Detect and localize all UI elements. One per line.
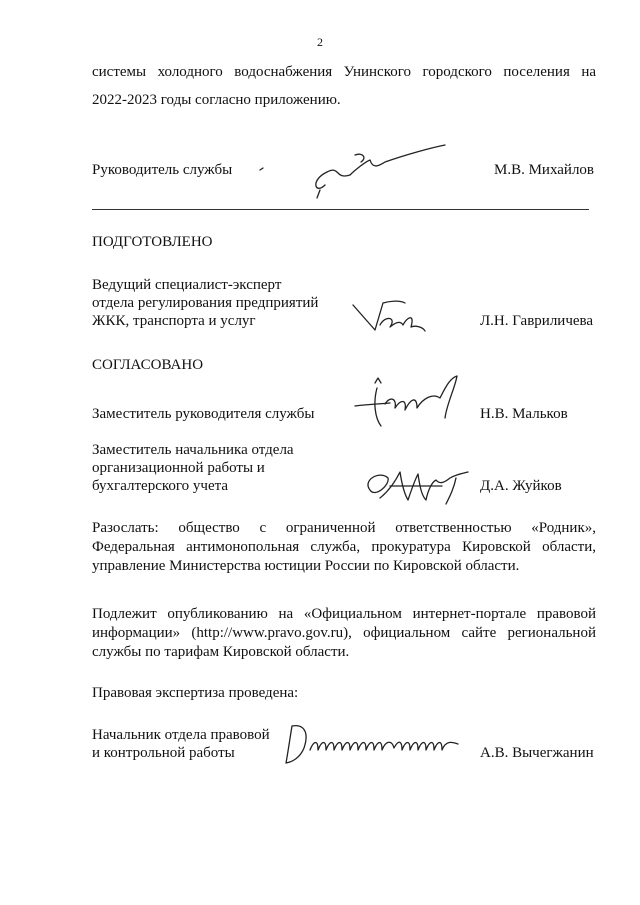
prepared-position-2: отдела регулирования предприятий <box>92 295 319 311</box>
deputy-head-title: Заместитель руководителя службы <box>92 406 315 422</box>
deputy-dept-name: Д.А. Жуйков <box>480 478 562 494</box>
legal-review-text: Правовая экспертиза проведена: <box>92 685 299 701</box>
deputy-dept-position-1: Заместитель начальника отдела <box>92 442 294 458</box>
distribution-line-3: управление Министерства юстиции России по Кировской области. <box>92 558 520 574</box>
prepared-name: Л.Н. Гавриличева <box>480 313 594 329</box>
page-number: 2 <box>317 35 323 49</box>
deputy-dept-position-3: бухгалтерского учета <box>92 478 229 494</box>
deputy-dept-position-2: организационной работы и <box>92 460 265 476</box>
prepared-position-1: Ведущий специалист-эксперт <box>92 277 282 293</box>
distribution-line-2: Федеральная антимонопольная служба, прокуратура Кировской области, <box>92 539 596 555</box>
legal-head-signature <box>282 718 467 768</box>
agreed-heading: СОГЛАСОВАНО <box>92 357 204 373</box>
legal-head-position-2: и контрольной работы <box>92 745 235 761</box>
deputy-dept-signature <box>360 460 475 510</box>
intro-line-2: 2022-2023 годы согласно приложению. <box>92 92 341 108</box>
publication-line-3: службы по тарифам Кировской области. <box>92 644 350 660</box>
head-signature <box>255 140 455 205</box>
deputy-head-signature <box>345 368 465 433</box>
intro-line-1: системы холодного водоснабжения Унинского городского поселения на <box>92 64 596 80</box>
separator-line <box>92 209 589 210</box>
head-name: М.В. Михайлов <box>494 162 595 178</box>
legal-head-name: А.В. Вычегжанин <box>480 745 594 761</box>
distribution-line-1: Разослать: общество с ограниченной ответственностью «Родник», <box>92 520 596 536</box>
prepared-position-3: ЖКК, транспорта и услуг <box>92 313 256 329</box>
publication-line-1: Подлежит опубликованию на «Официальном интернет-портале правовой <box>92 606 596 622</box>
head-title: Руководитель службы <box>92 162 233 178</box>
prepared-heading: ПОДГОТОВЛЕНО <box>92 234 213 250</box>
publication-line-2: информации» (http://www.pravo.gov.ru), официальном сайте региональной <box>92 625 596 641</box>
legal-head-position-1: Начальник отдела правовой <box>92 727 270 743</box>
prepared-signature <box>345 295 445 340</box>
deputy-head-name: Н.В. Мальков <box>480 406 568 422</box>
